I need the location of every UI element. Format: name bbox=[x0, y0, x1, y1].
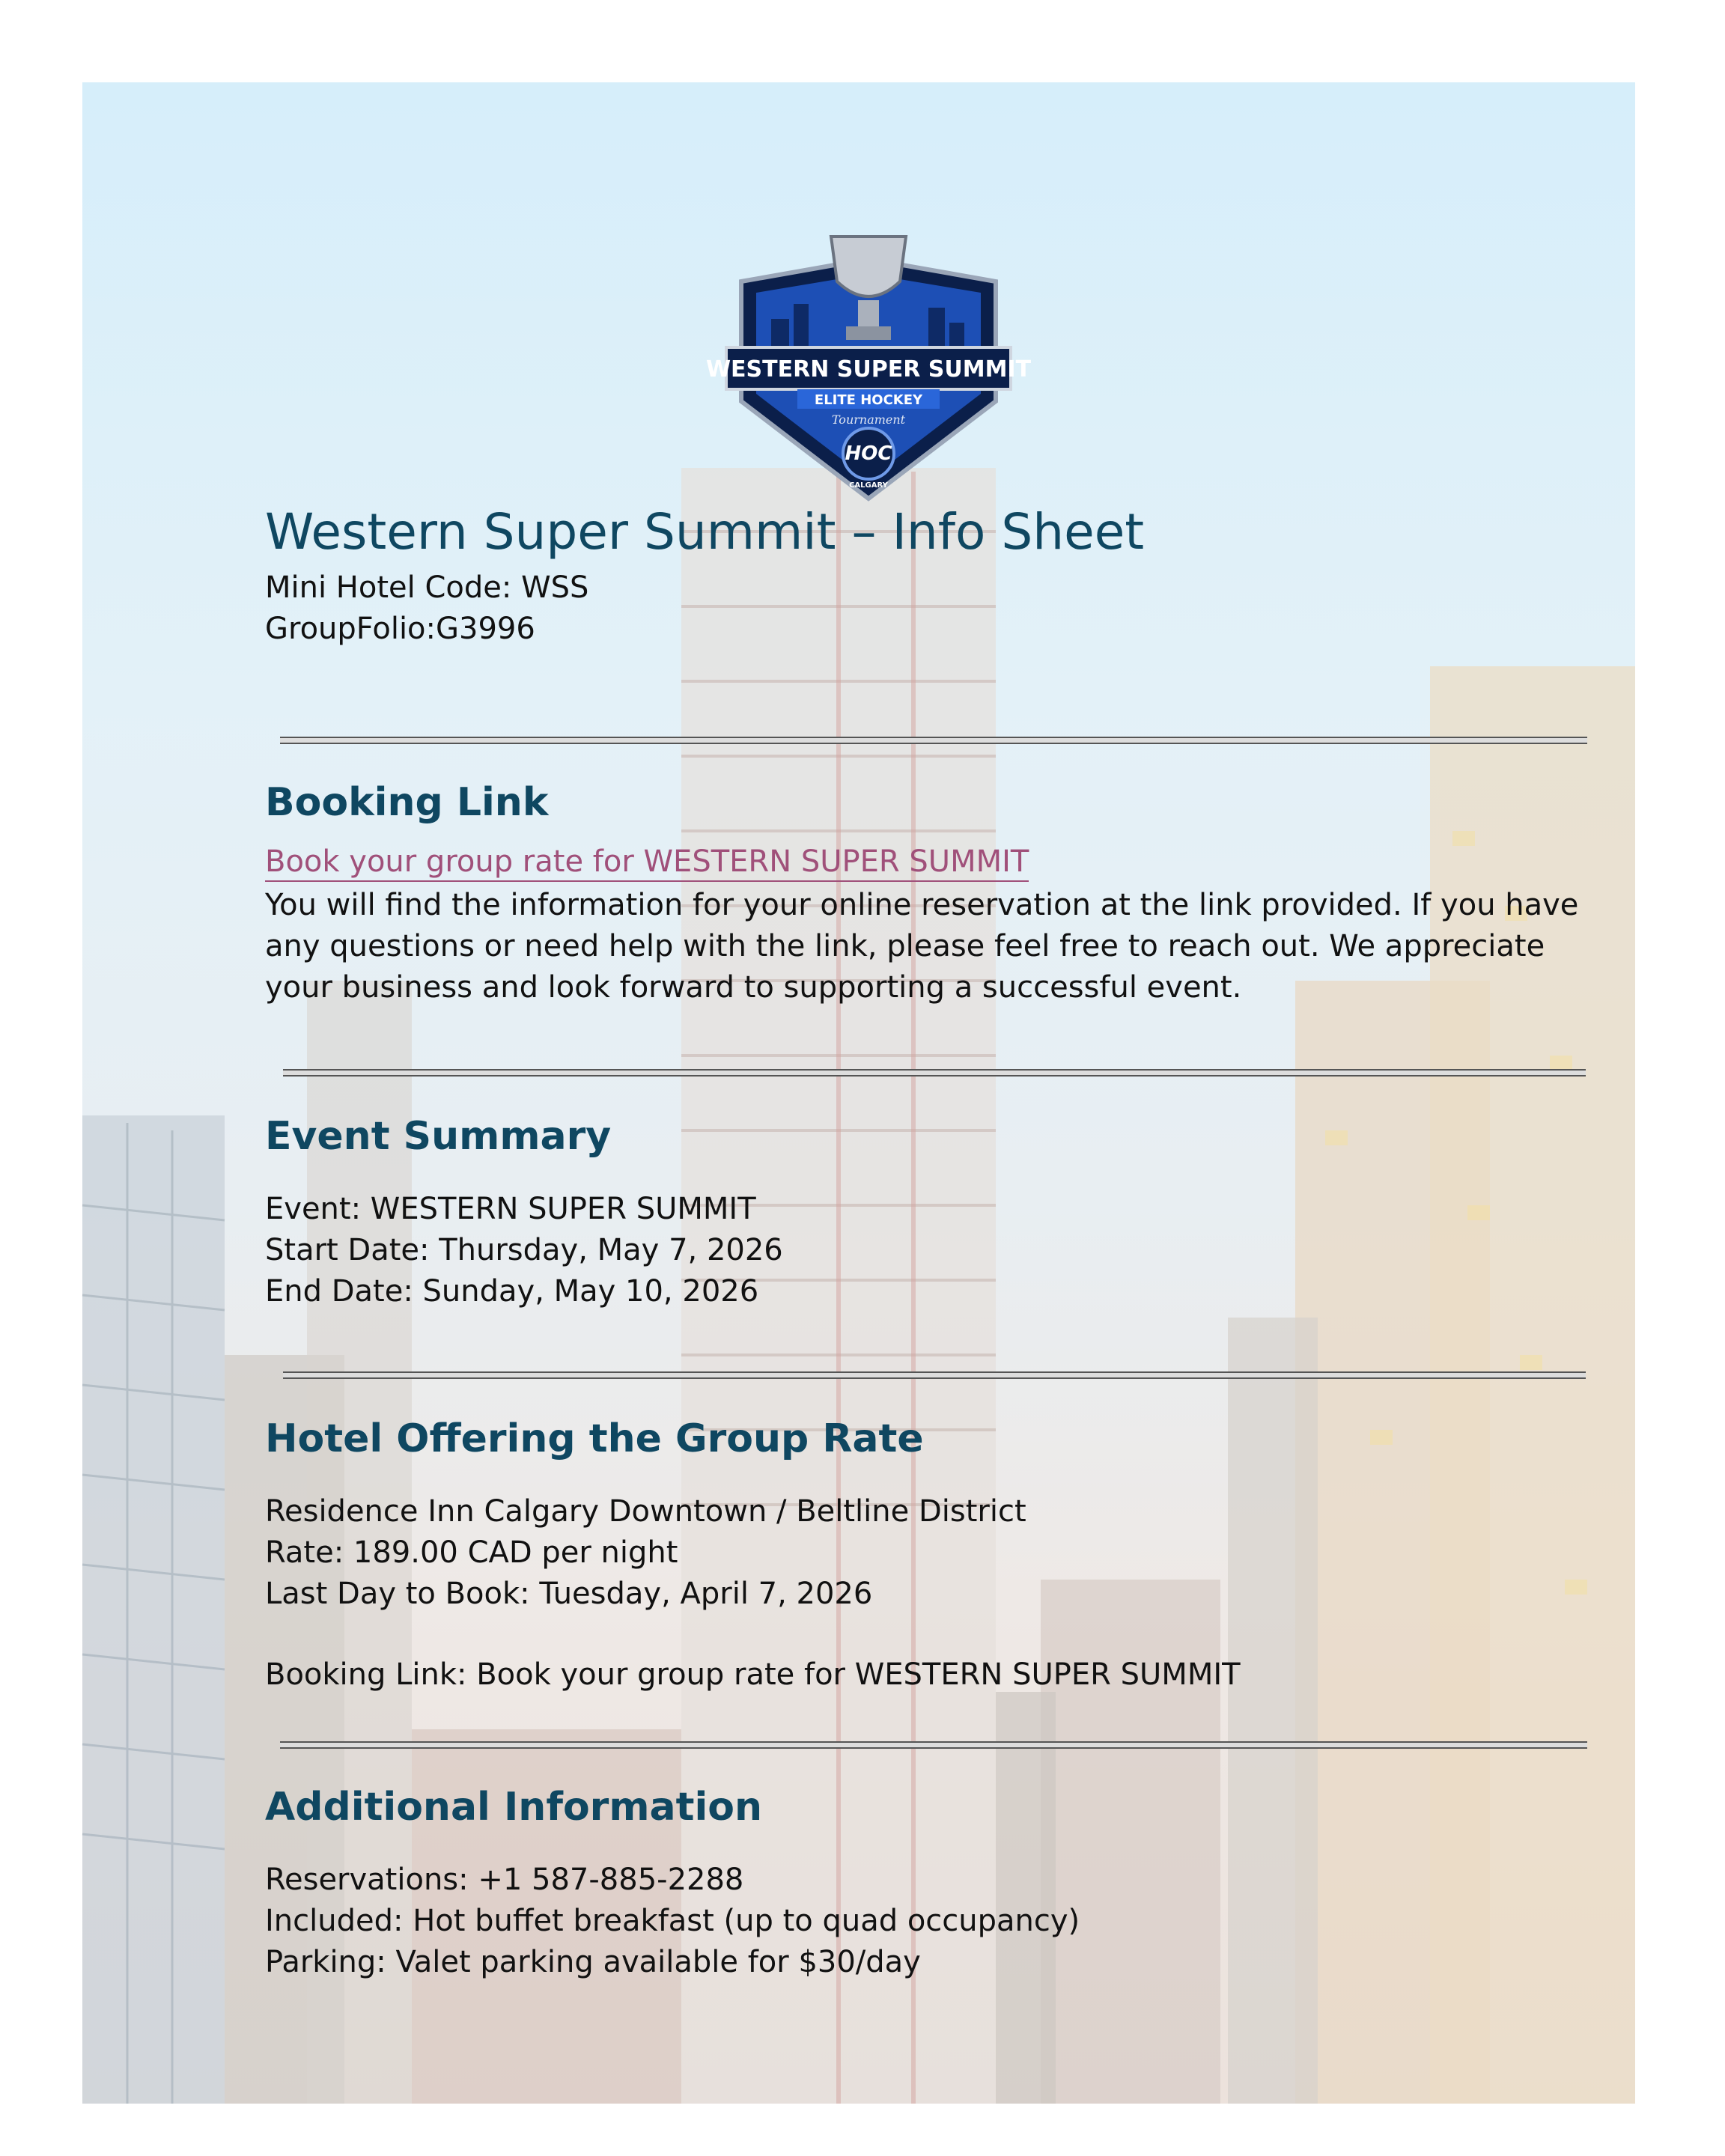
page-title: Western Super Summit – Info Sheet bbox=[265, 503, 1145, 561]
hotel-rate: Rate: 189.00 CAD per night bbox=[265, 1535, 678, 1570]
included-amenity: Included: Hot buffet breakfast (up to quad occupancy) bbox=[265, 1904, 1080, 1938]
parking-info: Parking: Valet parking available for $30/day bbox=[265, 1945, 921, 1979]
logo-text-line1: WESTERN SUPER SUMMIT bbox=[705, 356, 1032, 383]
hotel-name: Residence Inn Calgary Downtown / Beltline District bbox=[265, 1494, 1026, 1529]
shield-crest-icon bbox=[705, 229, 1032, 506]
logo-text-line2: ELITE HOCKEY bbox=[814, 392, 923, 408]
event-name: Event: WESTERN SUPER SUMMIT bbox=[265, 1192, 756, 1226]
additional-info-heading: Additional Information bbox=[265, 1785, 763, 1830]
section-divider bbox=[280, 737, 1587, 744]
book-group-rate-link[interactable]: Book your group rate for WESTERN SUPER SUMMIT bbox=[265, 844, 1029, 882]
event-start-date: Start Date: Thursday, May 7, 2026 bbox=[265, 1233, 783, 1267]
logo-text-line4: HOC bbox=[845, 442, 892, 465]
mini-hotel-code: Mini Hotel Code: WSS bbox=[265, 570, 589, 605]
group-folio: GroupFolio:G3996 bbox=[265, 612, 535, 646]
section-divider bbox=[280, 1741, 1587, 1749]
section-divider bbox=[283, 1371, 1586, 1379]
hotel-heading: Hotel Offering the Group Rate bbox=[265, 1416, 924, 1461]
booking-info-paragraph: You will find the information for your online reservation at the link provided. If you have any questions or need help with the link, please feel free to reach out. We appreciate your business and look forward to supporting a successful event. bbox=[265, 888, 1579, 1005]
tournament-logo bbox=[705, 229, 1032, 509]
logo-text-line3: Tournament bbox=[831, 412, 906, 427]
section-divider bbox=[283, 1069, 1586, 1077]
hotel-last-day: Last Day to Book: Tuesday, April 7, 2026 bbox=[265, 1577, 873, 1611]
event-summary-heading: Event Summary bbox=[265, 1114, 612, 1159]
event-end-date: End Date: Sunday, May 10, 2026 bbox=[265, 1274, 759, 1309]
booking-link-heading: Booking Link bbox=[265, 780, 549, 825]
hotel-booking-link: Booking Link: Book your group rate for WESTERN SUPER SUMMIT bbox=[265, 1657, 1241, 1692]
reservations-phone: Reservations: +1 587-885-2288 bbox=[265, 1863, 744, 1897]
logo-text-line5: CALGARY bbox=[849, 481, 888, 490]
